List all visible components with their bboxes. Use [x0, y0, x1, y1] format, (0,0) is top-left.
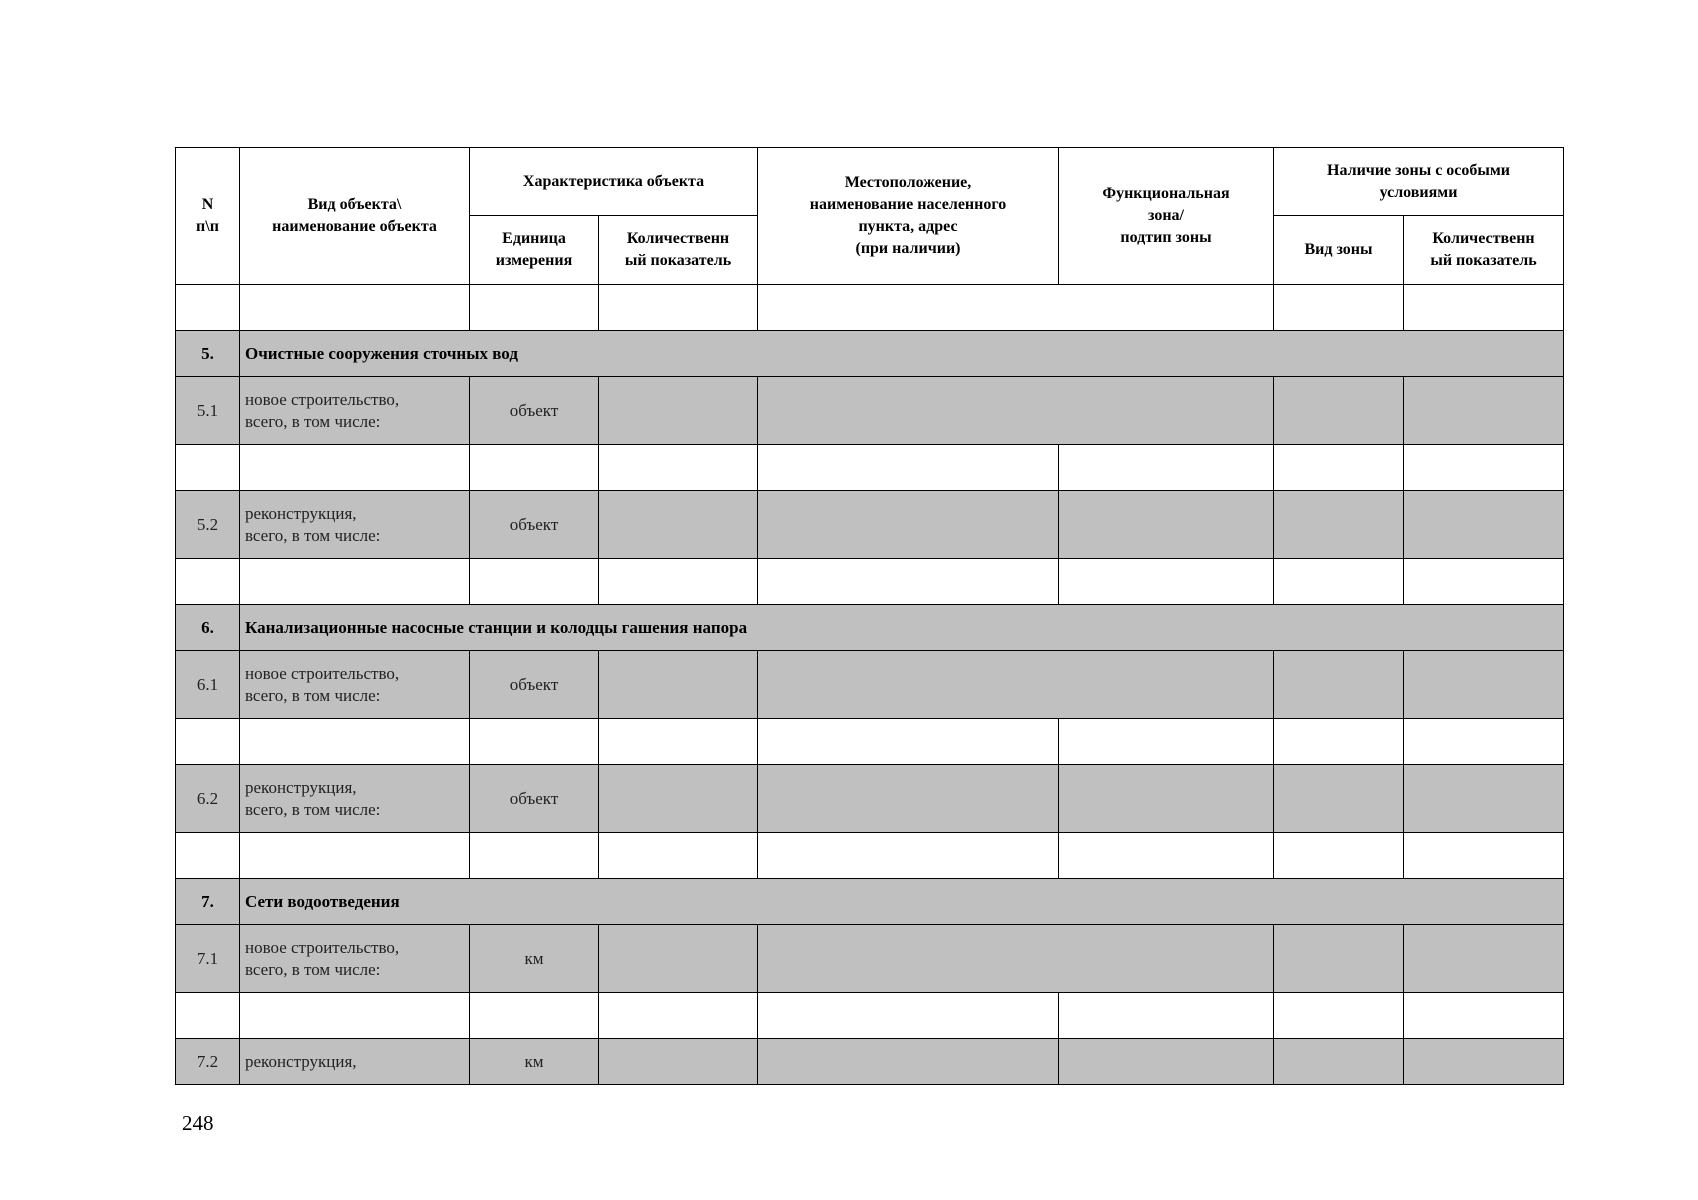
row-unit: объект	[470, 651, 599, 719]
row-unit: км	[470, 925, 599, 993]
row-unit: км	[470, 1039, 599, 1085]
table-row	[176, 1039, 1564, 1085]
blank-row	[176, 559, 1564, 605]
page-number: 248	[182, 1111, 214, 1135]
section-row	[176, 331, 1564, 377]
row-num: 7.1	[176, 925, 240, 993]
row-name: реконструкция,	[240, 1039, 470, 1085]
section-num: 5.	[176, 331, 240, 377]
row-unit: объект	[470, 377, 599, 445]
table-row	[176, 925, 1564, 993]
header-characteristic: Характеристика объекта	[470, 148, 758, 216]
section-num: 6.	[176, 605, 240, 651]
row-name: реконструкция, всего, в том числе:	[240, 765, 470, 833]
row-unit: объект	[470, 491, 599, 559]
row-num: 5.2	[176, 491, 240, 559]
section-title: Канализационные насосные станции и колодцы гашения напора	[240, 605, 1564, 651]
row-name: новое строительство, всего, в том числе:	[240, 651, 470, 719]
section-row	[176, 605, 1564, 651]
row-name: реконструкция, всего, в том числе:	[240, 491, 470, 559]
table-row	[176, 765, 1564, 833]
row-num: 6.2	[176, 765, 240, 833]
blank-row	[176, 719, 1564, 765]
section-num: 7.	[176, 879, 240, 925]
section-title: Очистные сооружения сточных вод	[240, 331, 1564, 377]
blank-row	[176, 993, 1564, 1039]
section-title: Сети водоотведения	[240, 879, 1564, 925]
header-num: N п\п	[176, 148, 240, 285]
row-num: 7.2	[176, 1039, 240, 1085]
row-num: 6.1	[176, 651, 240, 719]
header-unit: Единица измерения	[470, 216, 599, 285]
header-location: Местоположение, наименование населенного пункта, адрес (при наличии)	[758, 148, 1059, 285]
table-row	[176, 651, 1564, 719]
row-name: новое строительство, всего, в том числе:	[240, 925, 470, 993]
table-row	[176, 377, 1564, 445]
section-row	[176, 879, 1564, 925]
row-name: новое строительство, всего, в том числе:	[240, 377, 470, 445]
blank-row	[176, 285, 1564, 331]
row-num: 5.1	[176, 377, 240, 445]
header-quantity: Количественн ый показатель	[599, 216, 758, 285]
table-row	[176, 491, 1564, 559]
header-object-kind: Вид объекта\ наименование объекта	[240, 148, 470, 285]
header-zone-kind: Вид зоны	[1274, 216, 1404, 285]
blank-row	[176, 833, 1564, 879]
blank-row	[176, 445, 1564, 491]
row-unit: объект	[470, 765, 599, 833]
objects-table	[175, 147, 1564, 1085]
header-special-zone: Наличие зоны с особыми условиями	[1274, 148, 1564, 216]
header-zone-quantity: Количественн ый показатель	[1404, 216, 1564, 285]
header-functional-zone: Функциональная зона/ подтип зоны	[1059, 148, 1274, 285]
